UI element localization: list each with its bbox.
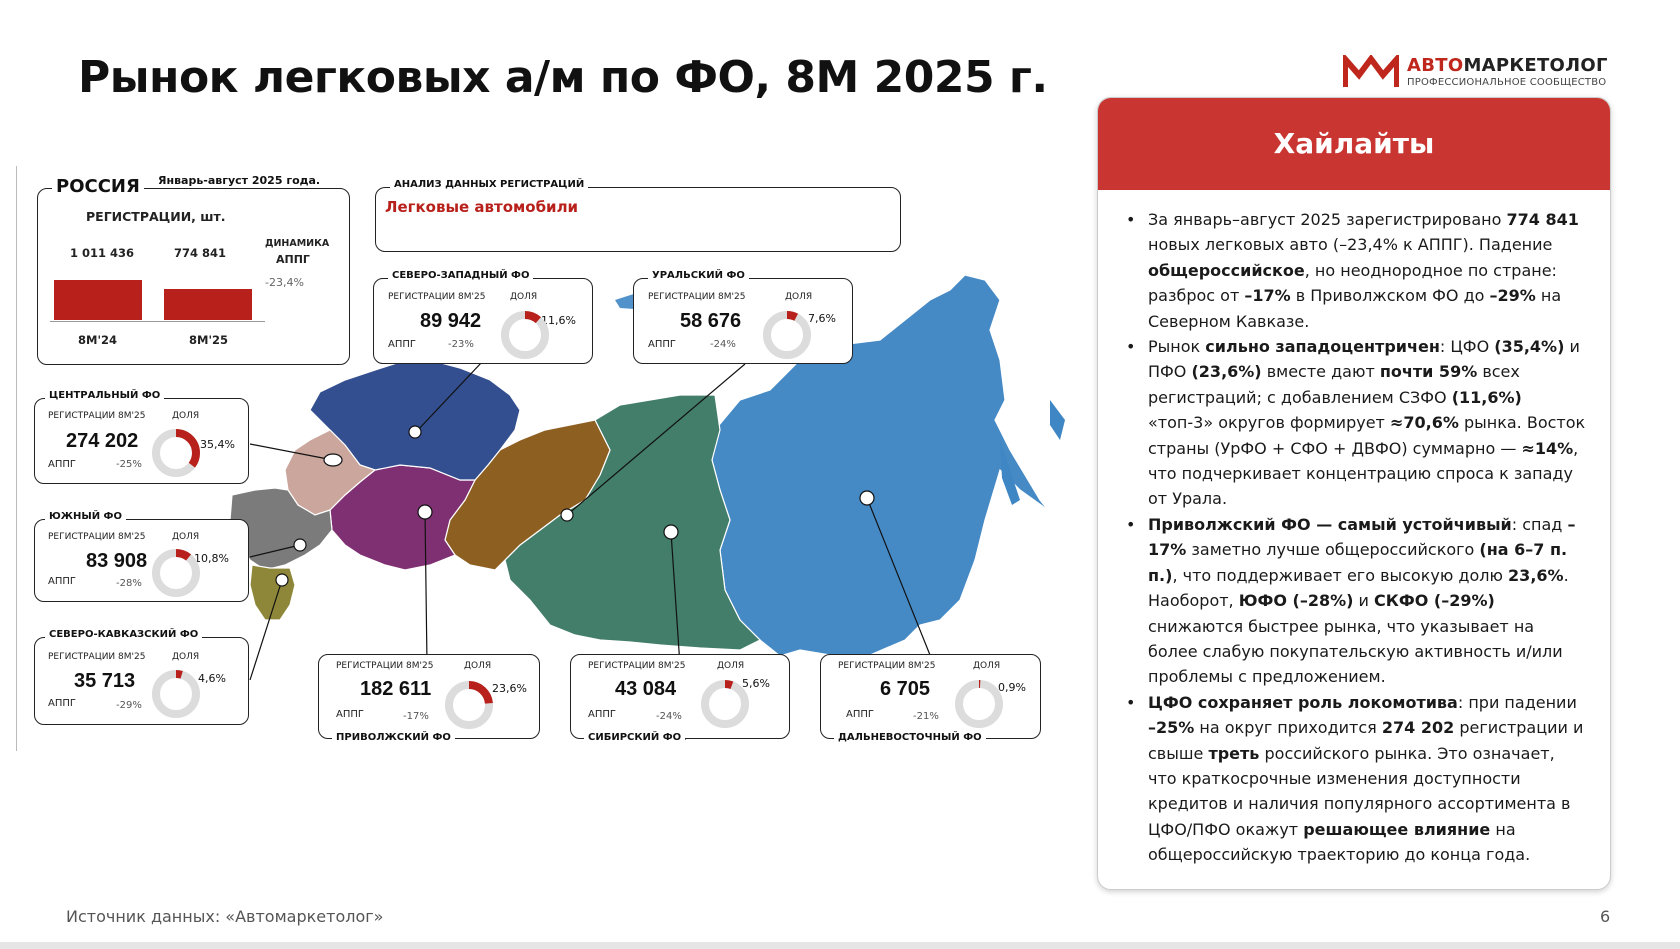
region-name-yufo: ЮЖНЫЙ ФО (45, 511, 126, 522)
region-appg-value-skfo: -29% (116, 700, 142, 711)
donut-track-skfo (156, 674, 196, 714)
pin-pfo (418, 505, 432, 519)
highlight-bold-text: 274 202 (1381, 718, 1455, 738)
highlight-bold-text: –17% (1148, 514, 1576, 560)
region-share-label-sfo: ДОЛЯ (717, 661, 745, 671)
highlight-item (1122, 690, 1588, 868)
highlight-text: в Приволжском ФО до (1290, 286, 1490, 306)
bottom-bar (0, 942, 1680, 949)
donut-track-szfo (505, 315, 545, 355)
region-appg-label-skfo: АППГ (48, 698, 76, 709)
highlight-text: российского рынка. Это означает, что краткосрочные изменения доступности кредитов и наличия популярного ассортимента в ЦФО/ПФО окажут (1148, 743, 1571, 839)
region-reg-value-cfo: 274 202 (66, 430, 139, 452)
highlight-bold-text: (на 6–7 п. п.) (1148, 540, 1568, 585)
russia-bar-value-2: 774 841 (174, 246, 227, 260)
region-appg-value-urfo: -24% (710, 339, 736, 350)
page-title: Рынок легковых а/м по ФО, 8М 2025 г. (78, 52, 1048, 103)
highlight-bold-text: сильно западоцентричен (1205, 337, 1440, 357)
highlight-text: , что поддерживает его высокую долю (1172, 565, 1509, 585)
region-reg-value-urfo: 58 676 (680, 310, 742, 332)
highlight-bold-text: –17% (1244, 286, 1291, 306)
region-donut-yufo (150, 547, 202, 599)
region-reg-value-dfo: 6 705 (880, 678, 931, 700)
region-share-value-dfo: 0,9% (998, 681, 1026, 694)
region-reg-label-urfo: РЕГИСТРАЦИИ 8М'25 (648, 292, 746, 302)
region-share-value-yufo: 10,8% (194, 552, 229, 565)
russia-bar-axis (50, 321, 265, 322)
region-donut-urfo (761, 309, 813, 361)
region-reg-label-yufo: РЕГИСТРАЦИИ 8М'25 (48, 532, 146, 542)
region-reg-value-yufo: 83 908 (86, 550, 148, 572)
donut-track-urfo (767, 315, 807, 355)
region-share-value-pfo: 23,6% (492, 682, 527, 695)
highlight-text: на округ приходится (1194, 718, 1382, 738)
highlight-text: Рынок (1148, 337, 1206, 357)
region-share-label-skfo: ДОЛЯ (172, 652, 200, 662)
highlight-bold-text: ≈14% (1521, 438, 1574, 458)
region-name-skfo: СЕВЕРО-КАВКАЗСКИЙ ФО (45, 629, 202, 640)
highlight-text: на общероссийскую траекторию до конца года. (1148, 819, 1531, 865)
highlight-text: : спад (1511, 514, 1568, 534)
region-share-label-yufo: ДОЛЯ (172, 532, 200, 542)
region-name-pfo: ПРИВОЛЖСКИЙ ФО (332, 732, 455, 743)
russia-period: Январь-август 2025 года. (158, 174, 321, 187)
highlight-bold-text: ЮФО (–28%) (1238, 591, 1354, 611)
region-reg-label-sfo: РЕГИСТРАЦИИ 8М'25 (588, 661, 686, 671)
region-appg-label-dfo: АППГ (846, 709, 874, 720)
region-share-value-sfo: 5,6% (742, 677, 770, 690)
russia-dyn-label-1: ДИНАМИКА (265, 238, 330, 249)
region-appg-value-dfo: -21% (913, 711, 939, 722)
donut-track-sfo (705, 684, 745, 724)
highlight-text: и (1353, 591, 1375, 611)
highlight-item (1122, 512, 1588, 690)
highlight-bold-text: треть (1208, 743, 1260, 763)
highlight-text: регистрации и свыше (1148, 718, 1584, 763)
region-appg-value-yufo: -28% (116, 578, 142, 589)
highlights-list (1098, 190, 1610, 868)
russia-bar-8m25 (164, 289, 252, 320)
russia-bar-label-1: 8M'24 (78, 333, 117, 347)
region-share-value-szfo: 11,6% (541, 314, 576, 327)
highlight-bold-text: (35,4%) (1494, 337, 1565, 357)
pin-cfo (324, 454, 342, 466)
highlight-text: и ПФО (1148, 337, 1580, 382)
highlight-text: «топ-3» округов формирует (1148, 413, 1390, 433)
region-appg-label-yufo: АППГ (48, 576, 76, 587)
analysis-value: Легковые автомобили (385, 198, 579, 216)
region-donut-cfo (150, 427, 202, 479)
region-appg-label-szfo: АППГ (388, 339, 416, 350)
region-name-sfo: СИБИРСКИЙ ФО (584, 732, 685, 743)
region-reg-value-skfo: 35 713 (74, 670, 136, 692)
region-reg-label-szfo: РЕГИСТРАЦИИ 8М'25 (388, 292, 486, 302)
region-name-szfo: СЕВЕРО-ЗАПАДНЫЙ ФО (388, 270, 533, 281)
pin-sfo (664, 525, 678, 539)
russia-subtitle: РЕГИСТРАЦИИ, шт. (86, 209, 226, 224)
region-reg-label-dfo: РЕГИСТРАЦИИ 8М'25 (838, 661, 936, 671)
highlight-item (1122, 207, 1588, 334)
analysis-label: АНАЛИЗ ДАННЫХ РЕГИСТРАЦИЙ (390, 179, 588, 190)
highlight-text: рынка. Восток страны (УрФО + СФО + ДВФО) суммарно — (1148, 413, 1586, 458)
highlight-bold-text: ≈70,6% (1389, 413, 1459, 433)
region-reg-label-cfo: РЕГИСТРАЦИИ 8М'25 (48, 411, 146, 421)
highlight-bold-text: Приволжский ФО — самый устойчивый (1148, 514, 1512, 534)
region-appg-label-cfo: АППГ (48, 459, 76, 470)
region-name-urfo: УРАЛЬСКИЙ ФО (648, 270, 749, 281)
pin-urfo (561, 509, 573, 521)
region-appg-label-pfo: АППГ (336, 709, 364, 720)
map-island-4 (1050, 400, 1065, 440)
region-reg-value-szfo: 89 942 (420, 310, 482, 332)
donut-track-yufo (156, 553, 196, 593)
highlight-text: снижаются быстрее рынка, что указывает на более слабую покупательскую активность и/или проблемы с предложением. (1148, 616, 1563, 687)
region-donut-sfo (699, 678, 751, 730)
region-share-label-szfo: ДОЛЯ (510, 292, 538, 302)
region-appg-value-pfo: -17% (403, 711, 429, 722)
highlight-bold-text: СКФО (–29%) (1374, 591, 1495, 611)
highlight-text: , но неоднородное по стране: разброс от (1148, 260, 1557, 306)
russia-bar-value-1: 1 011 436 (70, 246, 135, 260)
region-share-value-skfo: 4,6% (198, 672, 226, 685)
region-donut-szfo (499, 309, 551, 361)
highlight-bold-text: 23,6% (1508, 565, 1564, 585)
russia-dyn-label-2: АППГ (276, 253, 310, 266)
highlight-text: : ЦФО (1439, 337, 1495, 357)
page-number: 6 (1600, 907, 1611, 926)
region-share-label-cfo: ДОЛЯ (172, 411, 200, 421)
region-donut-skfo (150, 668, 202, 720)
highlight-item (1122, 334, 1588, 512)
highlights-panel (1097, 97, 1611, 890)
region-name-cfo: ЦЕНТРАЛЬНЫЙ ФО (45, 390, 164, 401)
highlight-text: на Северном Кавказе. (1148, 286, 1562, 331)
highlight-bold-text: (23,6%) (1191, 362, 1262, 382)
pin-szfo (409, 426, 421, 438)
highlight-text: вместе дают (1261, 362, 1380, 382)
region-share-value-cfo: 35,4% (200, 438, 235, 451)
highlight-text: всех регистраций; с добавлением СЗФО (1148, 362, 1520, 407)
highlight-text: . Наоборот, (1148, 565, 1569, 611)
region-appg-value-sfo: -24% (656, 711, 682, 722)
russia-bar-label-2: 8M'25 (189, 333, 228, 347)
highlight-bold-text: –25% (1148, 718, 1195, 738)
pin-dfo (860, 491, 874, 505)
highlight-text: , что подчеркивает концентрацию спроса к западу от Урала. (1148, 438, 1579, 509)
region-appg-label-urfo: АППГ (648, 339, 676, 350)
russia-dyn-value: -23,4% (265, 276, 304, 289)
region-share-value-urfo: 7,6% (808, 312, 836, 325)
region-reg-label-pfo: РЕГИСТРАЦИИ 8М'25 (336, 661, 434, 671)
highlight-bold-text: почти 59% (1379, 362, 1478, 382)
russia-title: РОССИЯ (52, 176, 144, 197)
map-region-skfo (250, 565, 295, 620)
region-share-label-urfo: ДОЛЯ (785, 292, 813, 302)
region-donut-pfo (443, 679, 495, 731)
highlight-text: : при падении (1457, 692, 1577, 712)
highlight-text: заметно лучше общероссийского (1186, 540, 1480, 560)
highlight-bold-text: 774 841 (1506, 210, 1579, 229)
source-note: Источник данных: «Автомаркетолог» (66, 907, 384, 926)
region-reg-label-skfo: РЕГИСТРАЦИИ 8М'25 (48, 652, 146, 662)
region-appg-label-sfo: АППГ (588, 709, 616, 720)
pin-skfo (276, 574, 288, 586)
region-donut-dfo (953, 678, 1005, 730)
pin-yufo (294, 539, 306, 551)
region-share-label-pfo: ДОЛЯ (464, 661, 492, 671)
logo-subtitle: ПРОФЕССИОНАЛЬНОЕ СООБЩЕСТВО (1407, 77, 1607, 88)
highlights-header: Хайлайты (1098, 98, 1610, 190)
region-name-dfo: ДАЛЬНЕВОСТОЧНЫЙ ФО (834, 732, 986, 743)
highlight-bold-text: решающее влияние (1303, 819, 1491, 839)
highlight-bold-text: –29% (1489, 286, 1536, 306)
region-appg-value-cfo: -25% (116, 459, 142, 470)
highlight-bold-text: (11,6%) (1451, 387, 1522, 407)
logo-brand: АВТОМАРКЕТОЛОГ (1407, 55, 1608, 76)
highlight-bold-text: общероссийское (1148, 260, 1305, 280)
analysis-box (375, 187, 901, 252)
highlight-text: новых легковых авто (–23,4% к АППГ). Падение (1148, 235, 1553, 255)
region-reg-value-pfo: 182 611 (360, 678, 432, 700)
region-share-label-dfo: ДОЛЯ (973, 661, 1001, 671)
highlight-text: За январь–август 2025 зарегистрировано (1148, 210, 1507, 229)
region-appg-value-szfo: -23% (448, 339, 474, 350)
region-reg-value-sfo: 43 084 (615, 678, 677, 700)
highlight-bold-text: ЦФО сохраняет роль локомотива (1148, 692, 1458, 712)
russia-bar-8m24 (54, 280, 142, 320)
donut-track-dfo (959, 684, 999, 724)
